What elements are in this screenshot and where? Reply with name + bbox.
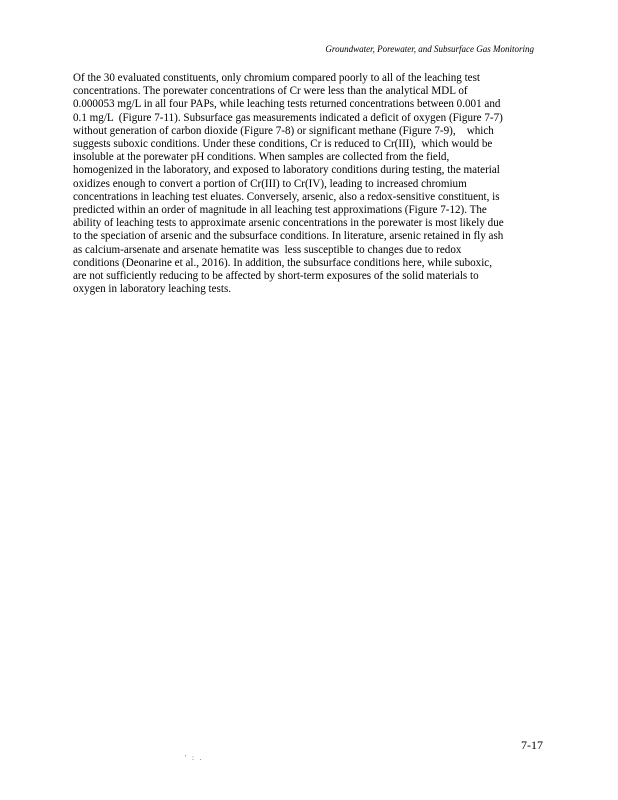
paragraph-line: 0.1 mg/L (Figure 7-11). Subsurface gas measurements indicated a deficit of oxygen (Figure 7-7) — [73, 111, 503, 124]
paragraph-line: concentrations in leaching test eluates. Conversely, arsenic, also a redox-sensitive constituent, is — [73, 190, 500, 203]
paragraph-line: 0.000053 mg/L in all four PAPs, while leaching tests returned concentrations between 0.001 and — [73, 98, 501, 111]
paragraph-line: predicted within an order of magnitude in all leaching test approximations (Figure 7-12). The — [73, 204, 487, 217]
paragraph-line: oxygen in laboratory leaching tests. — [73, 283, 232, 296]
paragraph-line: homogenized in the laboratory, and exposed to laboratory conditions during testing, the material — [73, 164, 500, 177]
paragraph-line: suggests suboxic conditions. Under these conditions, Cr is reduced to Cr(III), which would be — [73, 138, 493, 151]
paragraph-line: oxidizes enough to convert a portion of Cr(III) to Cr(IV), leading to increased chromium — [73, 177, 467, 190]
paragraph-line: without generation of carbon dioxide (Figure 7-8) or significant methane (Figure 7-9), which — [73, 124, 494, 137]
running-header: Groundwater, Porewater, and Subsurface Gas Monitoring — [325, 44, 534, 54]
paragraph-line: are not sufficiently reducing to be affected by short-term exposures of the solid materials to — [73, 270, 479, 283]
paragraph-line: as calcium-arsenate and arsenate hematite was less susceptible to changes due to redox — [73, 243, 462, 256]
body-paragraph — [73, 72, 545, 296]
paragraph-line: conditions (Deonarine et al., 2016). In addition, the subsurface conditions here, while suboxic, — [73, 256, 492, 269]
footer-marks: ' : . — [185, 754, 204, 762]
page-number: 7-17 — [521, 738, 543, 752]
paragraph-line: ability of leaching tests to approximate arsenic concentrations in the porewater is most likely due — [73, 217, 504, 230]
paragraph-line: concentrations. The porewater concentrations of Cr were less than the analytical MDL of — [73, 85, 468, 98]
paragraph-line: insoluble at the porewater pH conditions. When samples are collected from the field, — [73, 151, 450, 164]
paragraph-line: to the speciation of arsenic and the subsurface conditions. In literature, arsenic retained in fly ash — [73, 230, 504, 243]
paragraph-line: Of the 30 evaluated constituents, only chromium compared poorly to all of the leaching test — [73, 72, 480, 84]
